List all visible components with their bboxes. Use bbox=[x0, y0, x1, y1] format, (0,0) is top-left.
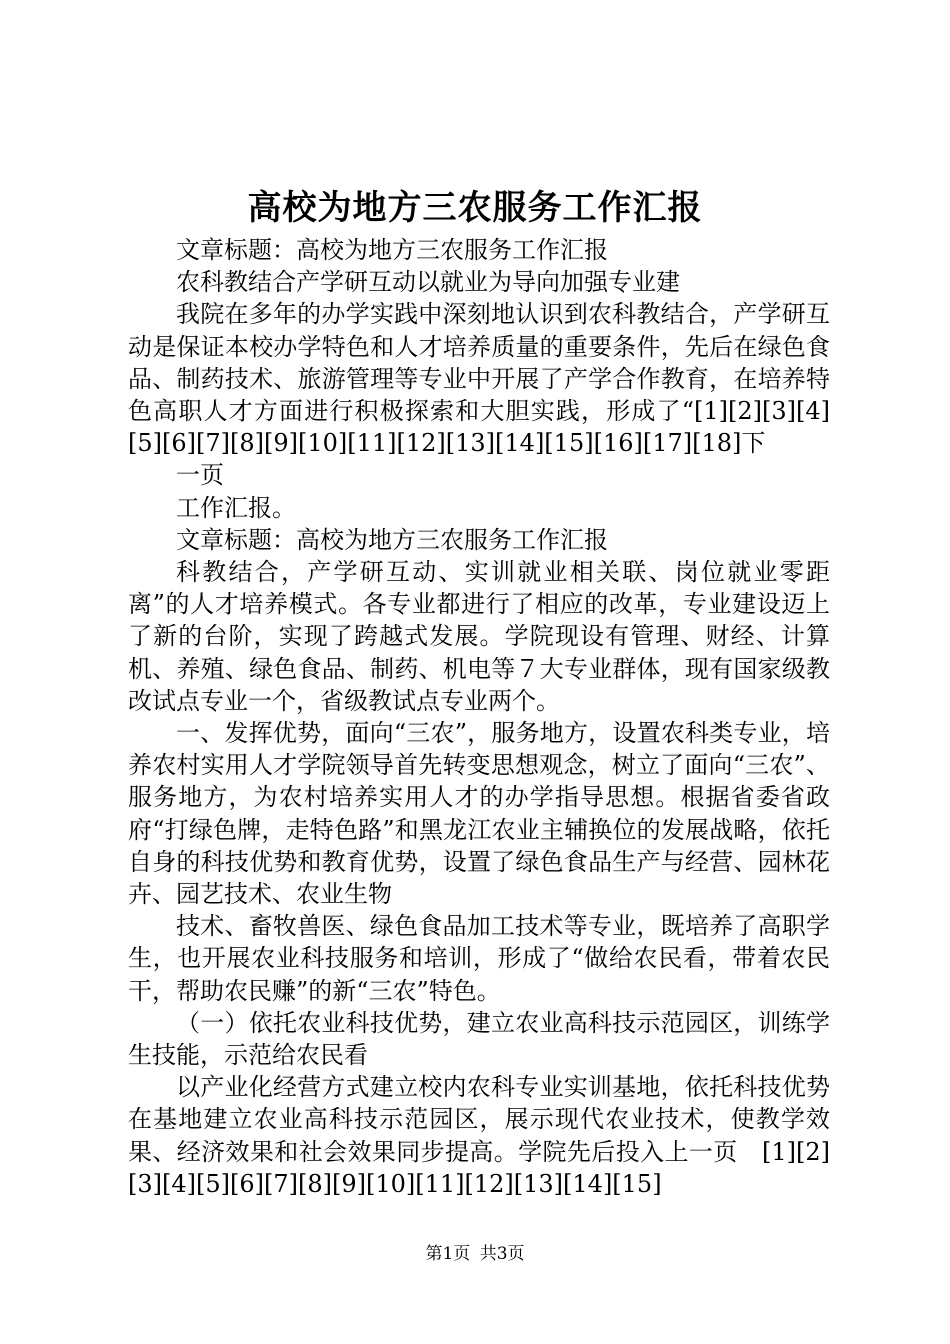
paragraph-page-break-text: 一页 bbox=[176, 461, 224, 490]
paragraph-subsection-one: （一）依托农业科技优势，建立农业高科技示范园区，训练学生技能，示范给农民看 bbox=[128, 1008, 830, 1070]
paragraph-article-title: 文章标题：高校为地方三农服务工作汇报 bbox=[176, 236, 608, 264]
paragraph-training-model: 科教结合，产学研互动、实训就业相关联、岗位就业零距离”的人才培养模式。各专业都进行了相应的改革，专业建设迈上了新的台阶，实现了跨越式发展。学院现设有管理、财经、计算机、养殖、绿色食品、制药、机电等７大专业群体，现有国家级教改试点专业一个，省级教试点专业两个。 bbox=[128, 558, 830, 715]
paragraph-intro: 我院在多年的办学实践中深刻地认识到农科教结合，产学研互动是保证本校办学特色和人才培养质量的重要条件，先后在绿色食品、制药技术、旅游管理等专业中开展了产学合作教育，在培养特色高职人才方面进行积极探索和大胆实践，形成了“[1][2][3][4][5][6][7][8][9][10][11][12][13][14][15][16][17][18]下 bbox=[128, 300, 830, 458]
paragraph-work-report: 工作汇报。 bbox=[176, 493, 296, 522]
paragraph-industrialization: 以产业化经营方式建立校内农科专业实训基地，依托科技优势在基地建立农业高科技示范园区，展示现代农业技术，使教学效果、经济效果和社会效果同步提高。学院先后投入上一页 [1][2][3][4][5][6][7][8][9][10][11][12][13][14][15] bbox=[128, 1073, 830, 1198]
page-total: 共3页 bbox=[479, 1244, 525, 1264]
paragraph-section-one-cont: 技术、畜牧兽医、绿色食品加工技术等专业，既培养了高职学生，也开展农业科技服务和培训，形成了“做给农民看，带着农民干，帮助农民赚”的新“三农”特色。 bbox=[128, 912, 830, 1005]
page-number: 第1页 bbox=[425, 1244, 471, 1264]
document-title: 高校为地方三农服务工作汇报 bbox=[247, 188, 703, 228]
document-body bbox=[128, 234, 830, 1200]
page-footer bbox=[0, 1243, 950, 1265]
paragraph-subtitle: 农科教结合产学研互动以就业为导向加强专业建 bbox=[176, 268, 680, 297]
paragraph-section-one: 一、发挥优势，面向“三农”，服务地方，设置农科类专业，培养农村实用人才学院领导首先转变思想观念，树立了面向“三农”、服务地方，为农村培养实用人才的办学指导思想。根据省委省政府“打绿色牌，走特色路”和黑龙江农业主辅换位的发展战略，依托自身的科技优势和教育优势，设置了绿色食品生产与经营、园林花卉、园艺技术、农业生物 bbox=[128, 719, 830, 909]
paragraph-article-title-repeat: 文章标题：高校为地方三农服务工作汇报 bbox=[176, 525, 608, 554]
